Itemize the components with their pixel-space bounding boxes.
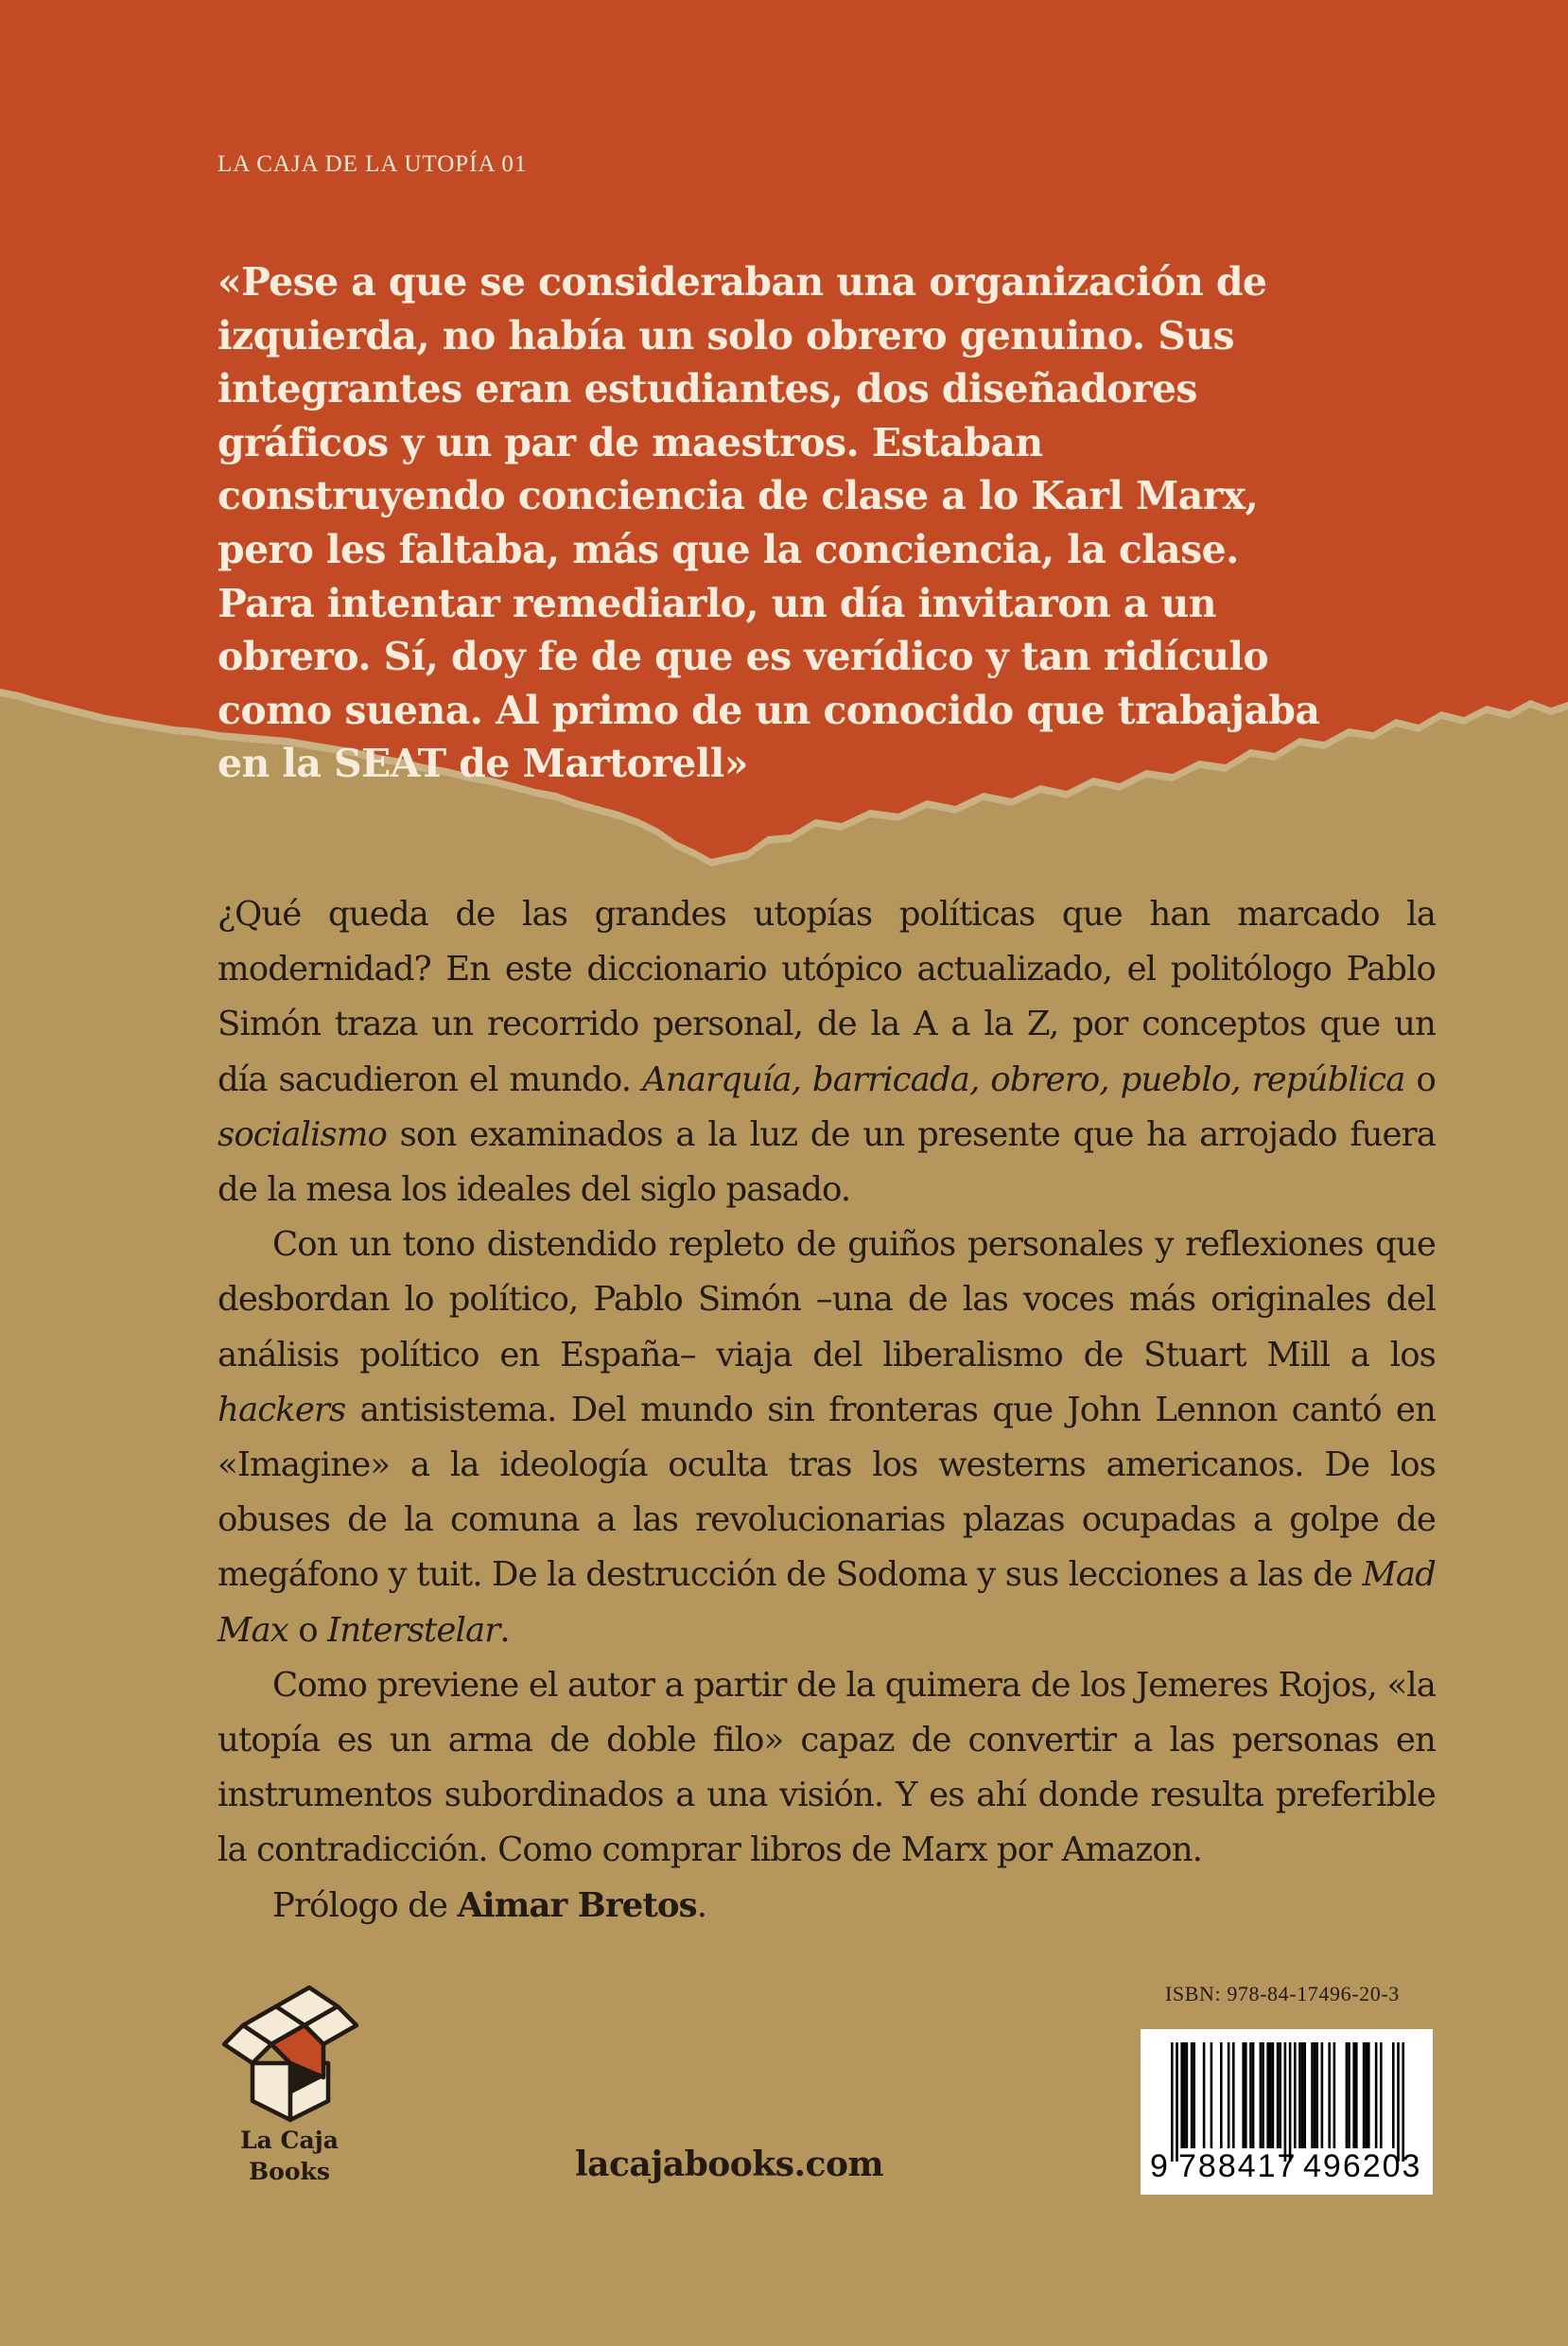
- barcode-bar: [1352, 2042, 1355, 2148]
- synopsis: [218, 887, 1436, 1934]
- barcode-bar: [1355, 2042, 1358, 2148]
- isbn-barcode: [1141, 2029, 1433, 2195]
- barcode-bar: [1272, 2042, 1275, 2148]
- barcode-bar: [1303, 2042, 1306, 2148]
- barcode-bar: [1183, 2042, 1186, 2148]
- barcode-bar: [1203, 2042, 1206, 2148]
- barcode-bar: [1260, 2042, 1263, 2148]
- barcode-bar: [1298, 2042, 1301, 2148]
- barcode-bar: [1279, 2042, 1281, 2148]
- barcode-bar: [1392, 2042, 1395, 2148]
- barcode-bar: [1277, 2042, 1280, 2148]
- barcode-bar: [1365, 2042, 1368, 2148]
- barcode-bar: [1262, 2042, 1264, 2148]
- barcode-bar: [1311, 2042, 1314, 2148]
- publisher-box-logo-icon: [219, 1983, 361, 2125]
- synopsis-paragraph-3: Como previene el autor a partir de la quimera de los Jemeres Rojos, «la utopía es un arma de doble filo» capaz de convertir a las personas en instrumentos subordinados a una visión. Y es ahí donde resulta preferible la contradicción. Como comprar libros de Marx por Amazon.: [218, 1665, 1436, 1870]
- barcode-bar: [1228, 2042, 1230, 2148]
- barcode-bar: [1249, 2042, 1252, 2148]
- synopsis-paragraph-2: Con un tono distendido repleto de guiños personales y reflexiones que desbordan lo político, Pablo Simón –una de las voces más originales del análisis político en España– viaja del liberalismo de Stuart Mill a los hackers antisistema. Del mundo sin fronteras que John Lennon cantó en «Imagine» a la ideología oculta tras los westerns americanos. De los obuses de la comuna a las revolucionarias plazas ocupadas a golpe de megáfono y tuit. De la destrucción de Sodoma y sus lecciones a las de Mad Max o Interstelar.: [218, 1225, 1436, 1650]
- prologue-author: Aimar Bretos: [457, 1885, 697, 1925]
- barcode-bar: [1289, 2042, 1292, 2162]
- barcode-bar: [1266, 2042, 1269, 2148]
- barcode-bar: [1193, 2042, 1195, 2148]
- barcode-bar: [1328, 2042, 1331, 2148]
- barcode-bar: [1232, 2042, 1235, 2148]
- series-label: LA CAJA DE LA UTOPÍA 01: [218, 151, 528, 177]
- barcode-bar: [1186, 2042, 1189, 2148]
- barcode-bar: [1191, 2042, 1193, 2148]
- isbn-label: ISBN: 978-84-17496-20-3: [1165, 1982, 1400, 2005]
- barcode-bar: [1346, 2042, 1349, 2148]
- barcode-bar: [1348, 2042, 1350, 2148]
- barcode-bar: [1294, 2042, 1297, 2148]
- barcode-bar: [1375, 2042, 1378, 2148]
- barcode-bar: [1314, 2042, 1316, 2148]
- pull-quote: «Pese a que se consideraban una organización de izquierda, no había un solo obrero genuino. Sus integrantes eran estudiantes, dos diseñadores gráficos y un par de maestros. Estaban construyendo conciencia de clase a lo Karl Marx, pero les faltaba, más que la conciencia, la clase. Para intentar remediarlo, un día invitaron a un obrero. Sí, doy fe de que es verídico y tan ridículo como suena. Al primo de un conocido que trabajaba en la SEAT de Martorell»: [218, 259, 1320, 787]
- barcode-bar: [1368, 2042, 1370, 2148]
- publisher-website: lacajabooks.com: [575, 2145, 884, 2184]
- synopsis-paragraph-1: ¿Qué queda de las grandes utopías políticas que han marcado la modernidad? En este diccionario utópico actualizado, el politólogo Pablo Simón traza un recorrido personal, de la A a la Z, por conceptos que un día sacudieron el mundo. Anarquía, barricada, obrero, pueblo, república o socialismo son examinados a la luz de un presente que ha arrojado fuera de la mesa los ideales del siglo pasado.: [218, 895, 1436, 1210]
- barcode-bar: [1180, 2042, 1183, 2148]
- barcode-bar: [1220, 2042, 1223, 2148]
- barcode-bar: [1333, 2042, 1336, 2148]
- barcode-bar: [1315, 2042, 1318, 2148]
- publisher-name: La Caja Books: [240, 2127, 339, 2185]
- barcode-bar: [1176, 2042, 1178, 2162]
- barcode-bar: [1269, 2042, 1272, 2148]
- barcode-bar: [1397, 2042, 1400, 2162]
- barcode-bar: [1321, 2042, 1324, 2148]
- barcode-bar: [1380, 2042, 1383, 2148]
- barcode-bar: [1363, 2042, 1366, 2148]
- barcode-digits: 9 788417 496203: [1150, 2148, 1422, 2184]
- barcode-bar: [1245, 2042, 1247, 2148]
- barcode-bar: [1252, 2042, 1255, 2148]
- barcode-bar: [1284, 2042, 1287, 2162]
- barcode-bar: [1301, 2042, 1304, 2148]
- prologue-credit: Prólogo de Aimar Bretos.: [272, 1885, 707, 1925]
- barcode-bar: [1402, 2042, 1404, 2162]
- barcode-bar: [1242, 2042, 1245, 2148]
- barcode-bar: [1171, 2042, 1174, 2162]
- barcode-bar: [1211, 2042, 1213, 2148]
